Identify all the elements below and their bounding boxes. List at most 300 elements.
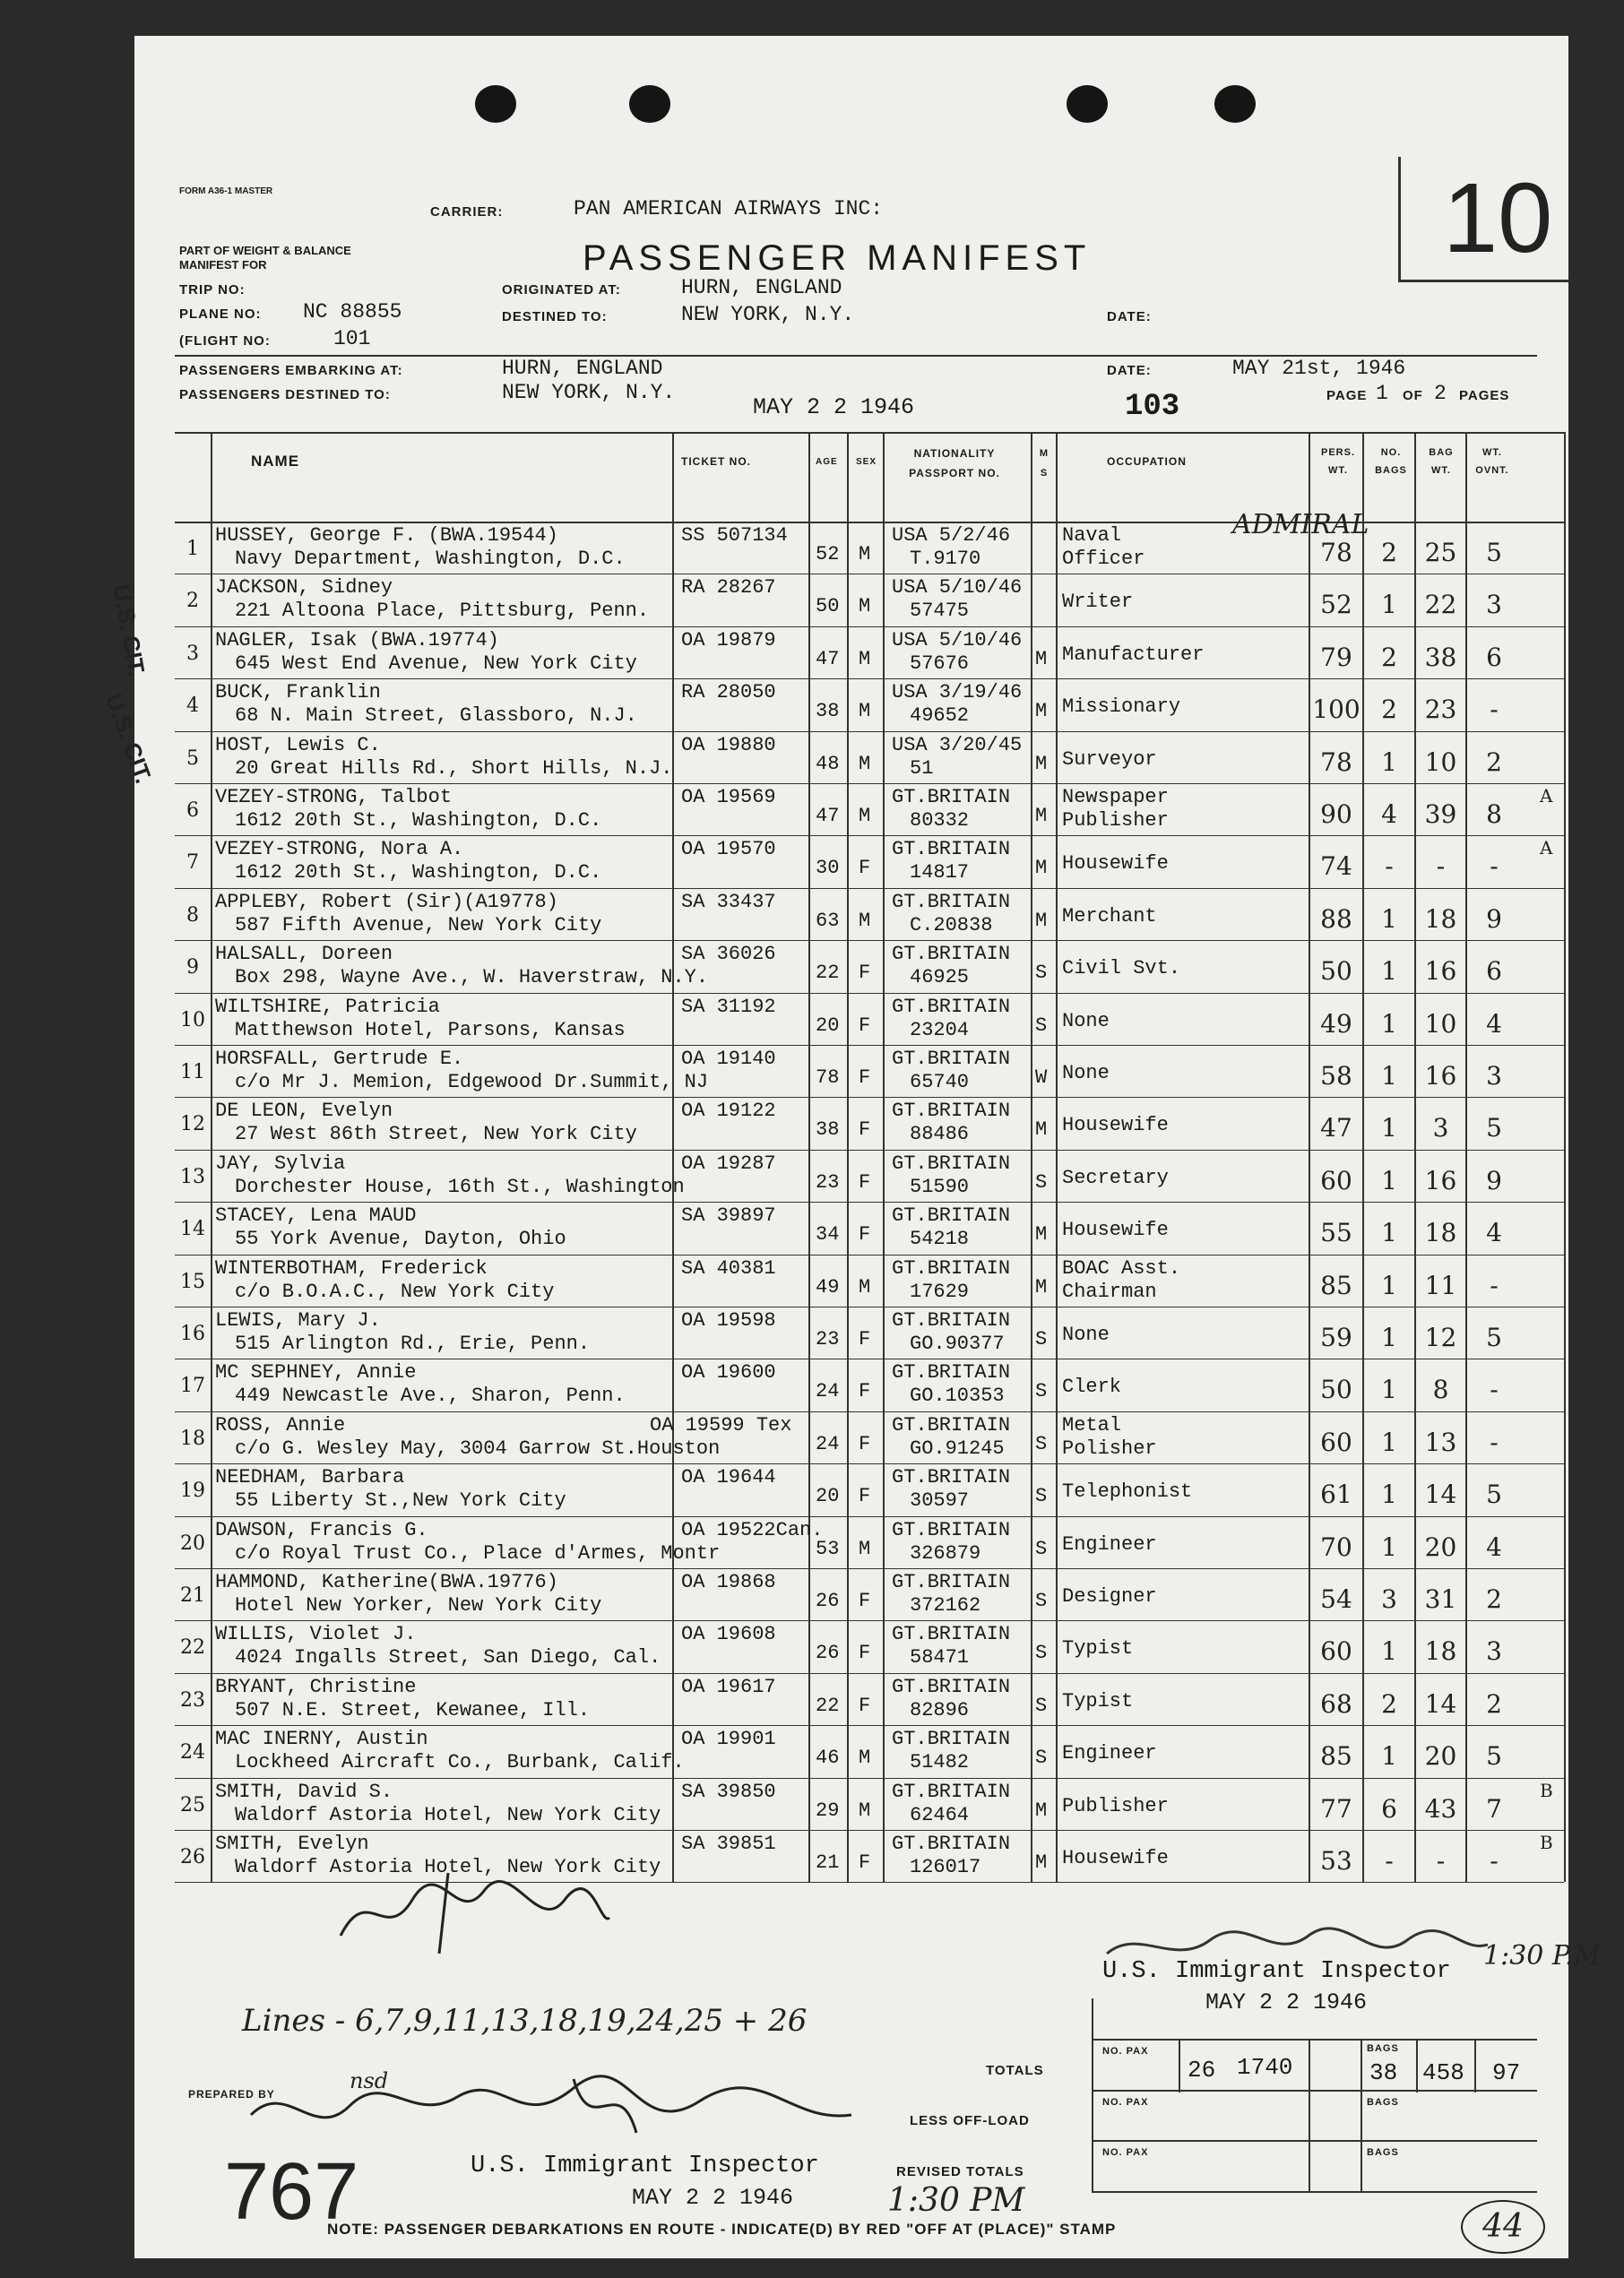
col-nationality: NATIONALITY PASSPORT NO. [909,447,1000,479]
ticket-number: OA 19122 [681,1100,776,1123]
overnight-weight: 7 [1486,1793,1502,1824]
passenger-name: ROSS, Annie [215,1413,346,1437]
row-number: 26 [180,1846,205,1868]
passenger-address: c/o Royal Trust Co., Place d'Armes, Montr [235,1541,721,1565]
passenger-sex: F [859,857,871,880]
personal-weight: 54 [1320,1584,1352,1614]
overnight-weight: 5 [1486,1113,1502,1143]
passenger-address: 587 Fifth Avenue, New York City [235,913,602,936]
col-name: NAME [251,453,300,470]
row-number: 21 [180,1584,205,1607]
occupation: Civil Svt. [1062,957,1181,980]
total-pers-wt: 1740 [1237,2054,1293,2081]
nationality: GT.BRITAIN [892,1309,1011,1332]
bag-weight: 14 [1424,1480,1457,1510]
passenger-name: DE LEON, Evelyn [215,1100,393,1123]
row-number: 13 [180,1165,205,1188]
bag-weight: 31 [1424,1584,1457,1614]
footer-note: NOTE: PASSENGER DEBARKATIONS EN ROUTE - INDICATE(D) BY RED "OFF AT (PLACE)" STAMP [327,2221,1117,2238]
personal-weight: 85 [1320,1741,1352,1772]
passenger-name: BUCK, Franklin [215,681,381,704]
ticket-number: OA 19599 Tex [650,1413,792,1437]
bag-weight: 39 [1424,799,1457,829]
passport-number: 88486 [910,1123,970,1146]
manifest-date: MAY 21st, 1946 [1232,357,1406,380]
inspector2-date: MAY 2 2 1946 [632,2185,794,2211]
occupation: Missionary [1062,695,1181,719]
passenger-name: WILTSHIRE, Patricia [215,995,440,1018]
overnight-weight: 3 [1486,590,1502,620]
passenger-age: 48 [816,752,840,775]
passenger-sex: M [859,595,871,618]
occupation: None [1062,1009,1110,1032]
prepared-label: PREPARED BY [188,2088,275,2101]
ticket-number: RA 28267 [681,576,776,600]
ticket-number: OA 19569 [681,786,776,808]
passport-number: 17629 [910,1280,970,1303]
passport-number: 80332 [910,809,970,832]
row-number: 10 [180,1008,205,1031]
marital-status: S [1035,1014,1048,1037]
passenger-sex: M [859,1799,871,1822]
bags-label-3: BAGS [1367,2147,1399,2158]
number-of-bags: 1 [1381,956,1397,987]
occupation-line2: Officer [1062,548,1145,570]
passenger-age: 22 [816,962,840,985]
passenger-address: 507 N.E. Street, Kewanee, Ill. [235,1698,591,1721]
passenger-sex: F [859,1485,871,1508]
number-of-bags: 2 [1381,538,1397,567]
overnight-weight: - [1490,1270,1499,1300]
ticket-number: SA 39851 [681,1833,776,1855]
ticket-number: OA 19522Can. [681,1518,824,1541]
passenger-name: SMITH, Evelyn [215,1833,369,1855]
row-number: 25 [180,1793,205,1816]
totals-label: TOTALS [986,2063,1044,2078]
passenger-age: 24 [816,1380,840,1403]
occupation: Housewife [1062,1114,1169,1137]
row-number: 24 [180,1741,205,1765]
nationality: USA 5/10/46 [892,576,1023,600]
carrier-label: CARRIER: [430,204,504,220]
carrier: PAN AMERICAN AIRWAYS INC: [574,197,884,220]
occupation: Typist [1062,1689,1134,1713]
bags-label: BAGS [1367,2043,1399,2054]
passport-number: 57676 [910,651,970,675]
bag-weight: - [1436,851,1446,882]
form-code: FORM A36-1 MASTER [179,186,273,196]
passenger-sex: M [859,1537,871,1560]
bag-weight: 16 [1424,956,1457,987]
marital-status: W [1035,1066,1048,1089]
bag-weight: 11 [1424,1270,1457,1300]
passenger-name: BRYANT, Christine [215,1675,417,1698]
handwritten-admiral: ADMIRAL [1232,509,1369,540]
personal-weight: 49 [1320,1008,1352,1039]
number-of-bags: 2 [1381,695,1397,725]
bag-weight: 18 [1424,1636,1457,1667]
nationality: GT.BRITAIN [892,1728,1011,1751]
personal-weight: 58 [1320,1061,1352,1091]
manifest-sheet [99,36,1602,2258]
page-number-box: 10 [1443,163,1553,273]
marital-status: S [1035,1642,1048,1665]
occupation: Housewife [1062,1219,1169,1242]
passenger-name: APPLEBY, Robert (Sir)(A19778) [215,890,558,913]
overnight-weight: 9 [1486,903,1502,934]
occupation-line2: Chairman [1062,1280,1157,1303]
ticket-number: OA 19901 [681,1728,776,1751]
personal-weight: 53 [1320,1846,1352,1876]
passenger-sex: M [859,543,871,565]
embarking-label: PASSENGERS EMBARKING AT: [179,363,403,378]
ticket-number: SA 33437 [681,890,776,913]
passport-number: 51 [910,756,934,780]
passenger-sex: F [859,1380,871,1403]
passenger-sex: M [859,1275,871,1299]
bag-weight: 25 [1424,538,1457,567]
passenger-address: Box 298, Wayne Ave., W. Haverstraw, N.Y. [235,966,709,989]
personal-weight: 78 [1320,746,1352,777]
passenger-age: 47 [816,805,840,827]
occupation: Clerk [1062,1376,1122,1399]
embarking: HURN, ENGLAND [502,357,663,380]
number-of-bags: 1 [1381,1061,1397,1091]
passenger-address: Matthewson Hotel, Parsons, Kansas [235,1018,626,1041]
number-of-bags: 1 [1381,1113,1397,1143]
passenger-name: HUSSEY, George F. (BWA.19544) [215,524,558,547]
occupation: Engineer [1062,1742,1157,1765]
passenger-sex: M [859,909,871,932]
row-number: 2 [186,590,199,613]
nationality: GT.BRITAIN [892,1623,1011,1646]
occupation: Writer [1062,591,1134,614]
passenger-age: 23 [816,1328,840,1350]
passenger-address: 55 York Avenue, Dayton, Ohio [235,1228,566,1251]
passenger-name: JACKSON, Sidney [215,576,393,600]
nationality: GT.BRITAIN [892,995,1011,1018]
marital-status: S [1035,1380,1048,1403]
overnight-weight: 4 [1486,1218,1502,1248]
row-number: 1 [186,538,199,560]
passenger-name: WINTERBOTHAM, Frederick [215,1256,488,1280]
occupation: Designer [1062,1585,1157,1608]
passenger-name: HALSALL, Doreen [215,943,393,966]
punch-hole [475,85,516,123]
bag-weight: 13 [1424,1427,1457,1457]
nationality: GT.BRITAIN [892,1466,1011,1489]
row-number: 9 [186,956,199,979]
inspector-time: 1:30 P.M [1483,1940,1602,1972]
occupation: Surveyor [1062,747,1157,771]
passenger-address: 221 Altoona Place, Pittsburg, Penn. [235,600,650,623]
destined-passengers-label: PASSENGERS DESTINED TO: [179,387,391,402]
overnight-weight: - [1490,851,1499,882]
passenger-age: 23 [816,1170,840,1194]
col-ms: M S [1039,448,1050,479]
personal-weight: 50 [1320,1375,1352,1405]
passport-number: GO.90377 [910,1333,1005,1355]
nationality: GT.BRITAIN [892,1256,1011,1280]
row-number: 15 [180,1270,205,1293]
passenger-age: 20 [816,1014,840,1037]
row-number: 7 [186,851,199,875]
marital-status: M [1035,752,1048,775]
ticket-number: OA 19600 [681,1361,776,1385]
marital-status: S [1035,1590,1048,1612]
number-of-bags: 1 [1381,1427,1397,1457]
circled-number: 44 [1461,2200,1545,2254]
ticket-number: SA 31192 [681,995,776,1018]
bag-weight: 3 [1432,1113,1449,1143]
passport-number: 126017 [910,1856,981,1878]
destined: NEW YORK, N.Y. [681,303,855,326]
overnight-weight: 2 [1486,1688,1502,1719]
number-of-bags: - [1385,1846,1394,1876]
passenger-sex: F [859,1170,871,1194]
passenger-sex: F [859,1642,871,1665]
passport-number: T.9170 [910,548,981,570]
nationality: GT.BRITAIN [892,1780,1011,1803]
row-number: 19 [180,1480,205,1503]
total-ovnt: 97 [1492,2059,1521,2086]
occupation: Typist [1062,1637,1134,1661]
row-number: 11 [180,1061,205,1083]
personal-weight: 52 [1320,590,1352,620]
overnight-weight: 2 [1486,1584,1502,1614]
occupation: BOAC Asst. [1062,1256,1181,1280]
page-total: 2 [1434,382,1447,405]
bag-weight: 22 [1424,590,1457,620]
handwritten-lines-note: Lines - 6,7,9,11,13,18,19,24,25 + 26 [242,2003,808,2039]
ticket-number: OA 19617 [681,1675,776,1698]
personal-weight: 77 [1320,1793,1352,1824]
nationality: USA 3/20/45 [892,733,1023,756]
passenger-name: WILLIS, Violet J. [215,1623,417,1646]
passport-number: 23204 [910,1018,970,1041]
col-sex: SEX [856,457,877,467]
passport-number: 62464 [910,1803,970,1826]
row-number: 4 [186,695,199,718]
number-of-bags: 1 [1381,1741,1397,1772]
overnight-weight: - [1490,1375,1499,1405]
overnight-weight: 9 [1486,1165,1502,1195]
inspector2-label: U.S. Immigrant Inspector [471,2153,819,2179]
passenger-address: Lockheed Aircraft Co., Burbank, Calif. [235,1751,685,1774]
number-of-bags: 1 [1381,1165,1397,1195]
passport-number: 30597 [910,1489,970,1513]
passenger-name: HAMMOND, Katherine(BWA.19776) [215,1571,558,1593]
passenger-age: 26 [816,1590,840,1612]
stamp-number: 103 [1125,390,1180,424]
passenger-name: STACEY, Lena MAUD [215,1204,417,1228]
less-offload-label: LESS OFF-LOAD [910,2113,1030,2128]
passenger-sex: F [859,1223,871,1247]
page-label: PAGE [1326,388,1368,403]
passenger-address: 515 Arlington Rd., Erie, Penn. [235,1333,591,1355]
row-number: 16 [180,1323,205,1345]
bag-weight: 10 [1424,746,1457,777]
personal-weight: 90 [1320,799,1352,829]
destined-label: DESTINED TO: [502,309,608,324]
occupation: Naval [1062,524,1122,547]
signature-scribble [332,1864,618,1963]
overnight-weight: 5 [1486,1480,1502,1510]
nationality: USA 3/19/46 [892,681,1023,704]
passenger-name: JAY, Sylvia [215,1152,346,1175]
punch-hole [629,85,670,123]
personal-weight: 61 [1320,1480,1352,1510]
nationality: GT.BRITAIN [892,1833,1011,1855]
occupation: Housewife [1062,852,1169,876]
number-of-bags: 2 [1381,642,1397,672]
ticket-number: SA 39897 [681,1204,776,1228]
ticket-number: OA 19644 [681,1466,776,1489]
row-mark: A [1540,837,1553,859]
revised-totals-label: REVISED TOTALS [896,2164,1024,2179]
passenger-age: 29 [816,1799,840,1822]
marital-status: M [1035,805,1048,827]
overnight-weight: 3 [1486,1061,1502,1091]
passport-number: 54218 [910,1228,970,1251]
col-pers-wt: PERS. WT. [1320,447,1355,476]
passport-number: 65740 [910,1071,970,1093]
passenger-name: MAC INERNY, Austin [215,1728,428,1751]
passenger-sex: M [859,647,871,670]
ticket-number: OA 19879 [681,628,776,651]
number-of-bags: 1 [1381,1375,1397,1405]
total-bags: 38 [1369,2059,1398,2086]
overnight-weight: - [1490,695,1499,725]
personal-weight: 59 [1320,1323,1352,1352]
passenger-address: c/o B.O.A.C., New York City [235,1280,555,1303]
passenger-address: Navy Department, Washington, D.C. [235,548,626,570]
passenger-age: 78 [816,1066,840,1089]
passenger-sex: F [859,1014,871,1037]
marital-status: M [1035,1118,1048,1142]
destined-passengers: NEW YORK, N.Y. [502,381,676,404]
marital-status: M [1035,1223,1048,1247]
personal-weight: 85 [1320,1270,1352,1300]
bag-weight: 38 [1424,642,1457,672]
number-of-bags: 1 [1381,903,1397,934]
passenger-age: 26 [816,1642,840,1665]
passenger-name: LEWIS, Mary J. [215,1309,381,1332]
passenger-address: Hotel New Yorker, New York City [235,1594,602,1617]
ticket-number: OA 19880 [681,733,776,756]
bag-weight: 16 [1424,1061,1457,1091]
passenger-age: 50 [816,595,840,618]
number-of-bags: 1 [1381,1480,1397,1510]
marital-status: M [1035,1275,1048,1299]
part-of-label: PART OF WEIGHT & BALANCE MANIFEST FOR [179,244,351,272]
overnight-weight: 5 [1486,1323,1502,1352]
overnight-weight: 8 [1486,799,1502,829]
nationality: GT.BRITAIN [892,1361,1011,1385]
ticket-number: OA 19140 [681,1048,776,1070]
personal-weight: 60 [1320,1165,1352,1195]
passenger-sex: F [859,962,871,985]
passport-number: 46925 [910,966,970,989]
passenger-address: c/o Mr J. Memion, Edgewood Dr.Summit, NJ [235,1071,709,1093]
passenger-age: 24 [816,1432,840,1455]
nationality: GT.BRITAIN [892,1100,1011,1123]
marital-status: M [1035,1851,1048,1874]
passenger-sex: M [859,700,871,723]
total-pax: 26 [1188,2057,1216,2084]
row-number: 3 [186,642,199,665]
row-number: 5 [186,746,199,770]
passenger-address: 4024 Ingalls Street, San Diego, Cal. [235,1646,661,1670]
passenger-name: DAWSON, Francis G. [215,1518,428,1541]
passport-number: 57475 [910,600,970,623]
plane-no: NC 88855 [303,300,402,324]
occupation-line2: Publisher [1062,809,1169,832]
passenger-age: 63 [816,909,840,932]
manifest-title: PASSENGER MANIFEST [583,238,1092,278]
passenger-age: 47 [816,647,840,670]
no-pax-label-3: NO. PAX [1102,2147,1149,2158]
ticket-number: OA 19287 [681,1152,776,1175]
passenger-address: Waldorf Astoria Hotel, New York City [235,1856,661,1878]
number-of-bags: 1 [1381,1270,1397,1300]
punch-hole [1067,85,1108,123]
passenger-age: 34 [816,1223,840,1247]
nationality: GT.BRITAIN [892,1518,1011,1541]
date-label-top: DATE: [1107,309,1152,324]
marital-status: S [1035,1694,1048,1717]
row-number: 6 [186,799,199,822]
personal-weight: 100 [1312,695,1361,725]
passenger-sex: F [859,1694,871,1717]
passenger-sex: F [859,1432,871,1455]
occupation: Merchant [1062,904,1157,928]
originated-label: ORIGINATED AT: [502,282,621,298]
personal-weight: 50 [1320,956,1352,987]
passport-number: 49652 [910,704,970,728]
passenger-sex: F [859,1590,871,1612]
passenger-name: HOST, Lewis C. [215,733,381,756]
overnight-weight: - [1490,1427,1499,1457]
row-mark: A [1540,785,1553,807]
overnight-weight: 6 [1486,642,1502,672]
col-no-bags: NO. BAGS [1375,447,1407,476]
occupation: Newspaper [1062,786,1169,808]
inspector-label: U.S. Immigrant Inspector [1102,1958,1451,1985]
personal-weight: 55 [1320,1218,1352,1248]
passenger-age: 52 [816,543,840,565]
passenger-address: 20 Great Hills Rd., Short Hills, N.J. [235,756,673,780]
pages-label: PAGES [1459,388,1510,403]
number-of-bags: 1 [1381,1532,1397,1562]
passport-number: GO.10353 [910,1385,1005,1408]
overnight-weight: 6 [1486,956,1502,987]
ticket-number: RA 28050 [681,681,776,704]
passport-number: 372162 [910,1594,981,1617]
ticket-number: OA 19570 [681,838,776,861]
passport-number: 58471 [910,1646,970,1670]
passenger-address: 1612 20th St., Washington, D.C. [235,861,602,884]
marital-status: M [1035,1799,1048,1822]
marital-status: S [1035,1485,1048,1508]
passenger-address: 449 Newcastle Ave., Sharon, Penn. [235,1385,626,1408]
passenger-age: 38 [816,700,840,723]
occupation: Housewife [1062,1847,1169,1869]
col-bag-wt: BAG WT. [1429,447,1454,476]
ticket-number: SA 39850 [681,1780,776,1803]
originated: HURN, ENGLAND [681,276,842,299]
occupation: Secretary [1062,1166,1169,1189]
